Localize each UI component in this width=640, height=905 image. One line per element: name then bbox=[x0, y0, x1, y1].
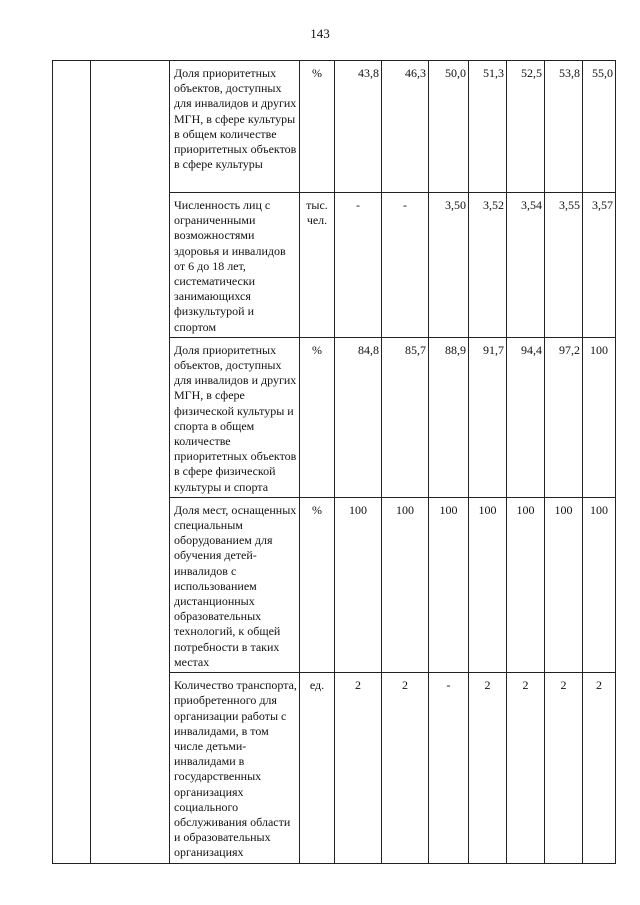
value-cell: 50,0 bbox=[429, 61, 469, 193]
value-cell: - bbox=[382, 193, 429, 338]
value-cell: 100 bbox=[382, 497, 429, 672]
value-cell: 97,2 bbox=[545, 337, 583, 497]
value-cell: 88,9 bbox=[429, 337, 469, 497]
value-cell: - bbox=[429, 673, 469, 863]
value-cell: 2 bbox=[335, 673, 382, 863]
value-cell: 2 bbox=[507, 673, 545, 863]
indicator-description: Доля мест, оснащенных специальным оборудованием для обучения детей-инвалидов с использованием дистанционных образовательных технологий, к общей потребности в таких местах bbox=[170, 497, 300, 672]
value-cell: 53,8 bbox=[545, 61, 583, 193]
value-cell: 100 bbox=[469, 497, 507, 672]
value-cell: 100 bbox=[507, 497, 545, 672]
indicator-description: Количество транспорта, приобретенного для организации работы с инвалидами, в том числе детьми-инвалидами в государственных организациях социального обслуживания области и образовательных организациях bbox=[170, 673, 300, 863]
indicator-description: Доля приоритетных объектов, доступных для инвалидов и других МГН, в сфере физической культуры и спорта в общем количестве приоритетных объектов в сфере физической культуры и спорта bbox=[170, 337, 300, 497]
value-cell: 2 bbox=[583, 673, 616, 863]
value-cell: 2 bbox=[382, 673, 429, 863]
value-cell: 100 bbox=[429, 497, 469, 672]
indicator-unit: % bbox=[300, 61, 335, 193]
value-cell: 3,57 bbox=[583, 193, 616, 338]
value-cell: - bbox=[335, 193, 382, 338]
value-cell: 52,5 bbox=[507, 61, 545, 193]
indicator-unit: % bbox=[300, 497, 335, 672]
value-cell: 100 bbox=[335, 497, 382, 672]
value-cell: 51,3 bbox=[469, 61, 507, 193]
value-cell: 100 bbox=[583, 497, 616, 672]
value-cell: 94,4 bbox=[507, 337, 545, 497]
indicator-description: Численность лиц с ограниченными возможностями здоровья и инвалидов от 6 до 18 лет, систематически занимающихся физкультурой и спортом bbox=[170, 193, 300, 338]
indicator-unit: ед. bbox=[300, 673, 335, 863]
empty-program-cell bbox=[91, 61, 170, 864]
value-cell: 85,7 bbox=[382, 337, 429, 497]
value-cell: 3,52 bbox=[469, 193, 507, 338]
value-cell: 2 bbox=[545, 673, 583, 863]
value-cell: 100 bbox=[545, 497, 583, 672]
empty-number-cell bbox=[53, 61, 91, 864]
indicator-unit: % bbox=[300, 337, 335, 497]
value-cell: 55,0 bbox=[583, 61, 616, 193]
value-cell: 43,8 bbox=[335, 61, 382, 193]
value-cell: 3,50 bbox=[429, 193, 469, 338]
value-cell: 100 bbox=[583, 337, 616, 497]
value-cell: 2 bbox=[469, 673, 507, 863]
value-cell: 3,55 bbox=[545, 193, 583, 338]
value-cell: 46,3 bbox=[382, 61, 429, 193]
value-cell: 3,54 bbox=[507, 193, 545, 338]
indicator-unit: тыс. чел. bbox=[300, 193, 335, 338]
indicators-table bbox=[52, 60, 616, 864]
value-cell: 91,7 bbox=[469, 337, 507, 497]
value-cell: 84,8 bbox=[335, 337, 382, 497]
indicator-description: Доля приоритетных объектов, доступных для инвалидов и других МГН, в сфере культуры в общем количестве приоритетных объектов в сфере культуры bbox=[170, 61, 300, 193]
table-row bbox=[53, 61, 616, 193]
page-number: 143 bbox=[310, 26, 330, 41]
